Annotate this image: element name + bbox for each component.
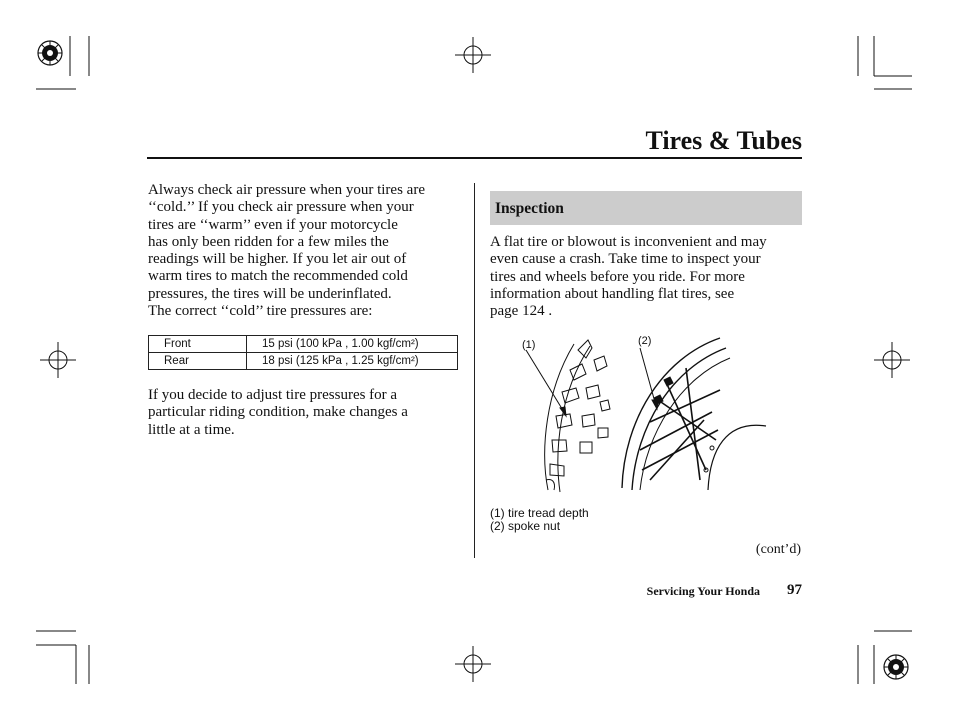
starburst-icon [884, 655, 908, 679]
caption-line: (1) tire tread depth [490, 506, 589, 520]
adjust-pressure-paragraph: If you decide to adjust tire pressures for a particular riding condition, make changes a little at a time. [148, 387, 408, 438]
tire-position-cell: Rear [149, 353, 247, 370]
cold-pressure-paragraph: Always check air pressure when your tires are ‘‘cold.’’ If you check air pressure when your tires are ‘‘warm’’ even if your motorcycle has only been ridden for a few miles the readings will be higher. If you let air out of warm tires to match the recommended cold pressures, the tires will be underinflated. The correct ‘‘cold’’ tire pressures are: [148, 182, 425, 320]
column-divider [474, 183, 475, 558]
inspection-paragraph: A flat tire or blowout is inconvenient and may even cause a crash. Take time to inspect your tires and wheels before you ride. For more information about handling flat tires, see page 124 . [490, 234, 767, 320]
continued-note: (cont’d) [755, 542, 801, 557]
table-row [149, 353, 458, 370]
tire-pressure-cell: 18 psi (125 kPa , 1.25 kgf/cm²) [247, 353, 458, 370]
section-header-bar [490, 191, 802, 225]
tire-pressure-table [148, 335, 458, 370]
section-title: Inspection [495, 200, 564, 217]
footer-section-label: Servicing Your Honda [646, 584, 760, 598]
figure-caption [490, 507, 589, 533]
caption-line: (2) spoke nut [490, 519, 561, 533]
page-number: 97 [787, 582, 802, 598]
tire-pressure-cell: 15 psi (100 kPa , 1.00 kgf/cm²) [247, 336, 458, 353]
page-title: Tires & Tubes [645, 126, 802, 155]
starburst-icon [38, 41, 62, 65]
tire-spoke-illustration [490, 330, 802, 500]
callout-label: (2) [638, 335, 652, 347]
table-row [149, 336, 458, 353]
title-rule [147, 157, 802, 159]
tire-position-cell: Front [149, 336, 247, 353]
callout-label: (1) [522, 339, 536, 351]
